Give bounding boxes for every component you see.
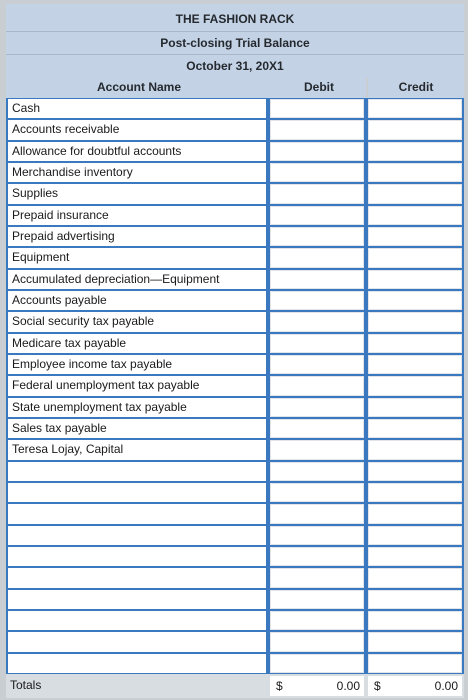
account-name-cell[interactable] xyxy=(8,440,266,459)
account-name-cell[interactable] xyxy=(8,312,266,331)
credit-input[interactable] xyxy=(368,419,462,438)
credit-input[interactable] xyxy=(368,654,462,673)
account-grid xyxy=(6,98,464,674)
account-name-cell[interactable] xyxy=(8,547,266,566)
credit-total-value: 0.00 xyxy=(434,679,458,693)
debit-input[interactable] xyxy=(270,142,364,161)
credit-header: Credit xyxy=(368,76,464,98)
account-name-cell[interactable] xyxy=(8,99,266,118)
credit-input[interactable] xyxy=(368,568,462,587)
account-name-cell[interactable] xyxy=(8,248,266,267)
account-name-cell[interactable] xyxy=(8,355,266,374)
credit-input[interactable] xyxy=(368,184,462,203)
account-name-text: Employee income tax payable xyxy=(12,357,173,371)
debit-input[interactable] xyxy=(270,526,364,545)
account-name-text: Teresa Lojay, Capital xyxy=(12,442,124,457)
account-name-text: Allowance for doubtful accounts xyxy=(12,143,182,158)
table-row xyxy=(6,375,464,396)
table-row xyxy=(6,226,464,247)
table-row xyxy=(6,311,464,332)
account-name-cell[interactable] xyxy=(8,419,266,438)
debit-input[interactable] xyxy=(270,504,364,523)
table-row xyxy=(6,631,464,652)
credit-input[interactable] xyxy=(368,99,462,118)
table-row xyxy=(6,503,464,524)
debit-input[interactable] xyxy=(270,120,364,139)
account-name-text: Accumulated depreciation—Equipment xyxy=(12,271,220,286)
account-name-text: Federal unemployment tax payable xyxy=(12,378,200,393)
account-name-text: Social security tax payable xyxy=(12,314,155,329)
account-name-text: Equipment xyxy=(12,250,70,265)
debit-input[interactable] xyxy=(270,334,364,353)
debit-total-cell xyxy=(270,676,364,696)
credit-input[interactable] xyxy=(368,291,462,310)
credit-input[interactable] xyxy=(368,206,462,225)
account-name-cell[interactable] xyxy=(8,334,266,353)
debit-input[interactable] xyxy=(270,440,364,459)
credit-input[interactable] xyxy=(368,483,462,502)
debit-input[interactable] xyxy=(270,590,364,609)
totals-label: Totals xyxy=(10,678,42,692)
account-name-cell[interactable] xyxy=(8,270,266,289)
account-name-text: Accounts payable xyxy=(12,293,107,307)
table-row xyxy=(6,98,464,119)
table-row xyxy=(6,653,464,674)
report-date: October 31, 20X1 xyxy=(6,54,464,77)
credit-input[interactable] xyxy=(368,611,462,630)
credit-input[interactable] xyxy=(368,248,462,267)
debit-input[interactable] xyxy=(270,568,364,587)
account-name-cell[interactable] xyxy=(8,483,266,502)
account-name-cell[interactable] xyxy=(8,184,266,203)
account-name-cell[interactable] xyxy=(8,142,266,161)
debit-input[interactable] xyxy=(270,611,364,630)
table-row xyxy=(6,247,464,268)
credit-input[interactable] xyxy=(368,590,462,609)
table-row xyxy=(6,461,464,482)
account-name-cell[interactable] xyxy=(8,526,266,545)
account-name-cell[interactable] xyxy=(8,611,266,630)
account-name-cell[interactable] xyxy=(8,227,266,246)
account-name-text: Medicare tax payable xyxy=(12,335,127,350)
account-name-cell[interactable] xyxy=(8,398,266,417)
table-row xyxy=(6,525,464,546)
credit-input[interactable] xyxy=(368,398,462,417)
debit-input[interactable] xyxy=(270,398,364,417)
credit-input[interactable] xyxy=(368,142,462,161)
debit-input[interactable] xyxy=(270,376,364,395)
account-name-cell[interactable] xyxy=(8,504,266,523)
account-name-text: Cash xyxy=(12,101,41,115)
credit-input[interactable] xyxy=(368,547,462,566)
account-name-cell[interactable] xyxy=(8,462,266,481)
account-name-text: Prepaid insurance xyxy=(12,207,109,222)
debit-input[interactable] xyxy=(270,248,364,267)
debit-input[interactable] xyxy=(270,312,364,331)
debit-input[interactable] xyxy=(270,632,364,651)
debit-input[interactable] xyxy=(270,654,364,673)
credit-input[interactable] xyxy=(368,312,462,331)
debit-input[interactable] xyxy=(270,184,364,203)
table-row xyxy=(6,333,464,354)
debit-total-value: 0.00 xyxy=(336,679,360,693)
account-name-header: Account Name xyxy=(6,76,272,98)
debit-total-currency: $ xyxy=(276,679,283,693)
table-row xyxy=(6,589,464,610)
debit-input[interactable] xyxy=(270,355,364,374)
account-name-text: Supplies xyxy=(12,186,59,201)
totals-row xyxy=(6,674,464,698)
company-name: THE FASHION RACK xyxy=(175,12,295,26)
table-row xyxy=(6,567,464,588)
credit-input[interactable] xyxy=(368,163,462,182)
credit-input[interactable] xyxy=(368,504,462,523)
debit-input[interactable] xyxy=(270,99,364,118)
table-row xyxy=(6,354,464,375)
account-name-cell[interactable] xyxy=(8,590,266,609)
account-name-cell[interactable] xyxy=(8,163,266,182)
account-name-text: Merchandise inventory xyxy=(12,165,133,179)
credit-input[interactable] xyxy=(368,376,462,395)
table-row xyxy=(6,205,464,226)
table-row xyxy=(6,141,464,162)
debit-header: Debit xyxy=(272,76,366,98)
account-name-text: State unemployment tax payable xyxy=(12,399,187,414)
credit-input[interactable] xyxy=(368,462,462,481)
credit-input[interactable] xyxy=(368,355,462,374)
account-name-cell[interactable] xyxy=(8,376,266,395)
table-row xyxy=(6,119,464,140)
credit-total-currency: $ xyxy=(374,679,381,693)
debit-input[interactable] xyxy=(270,419,364,438)
report-header xyxy=(6,4,464,78)
table-row xyxy=(6,269,464,290)
table-row xyxy=(6,610,464,631)
debit-input[interactable] xyxy=(270,270,364,289)
account-name-cell[interactable] xyxy=(8,291,266,310)
report-title: Post-closing Trial Balance xyxy=(6,31,464,54)
credit-input[interactable] xyxy=(368,270,462,289)
table-row xyxy=(6,546,464,567)
debit-input[interactable] xyxy=(270,227,364,246)
table-row xyxy=(6,397,464,418)
credit-input[interactable] xyxy=(368,632,462,651)
credit-input[interactable] xyxy=(368,526,462,545)
credit-input[interactable] xyxy=(368,334,462,353)
debit-input[interactable] xyxy=(270,291,364,310)
account-name-text: Sales tax payable xyxy=(12,421,107,435)
account-name-text: Accounts receivable xyxy=(12,122,120,137)
debit-input[interactable] xyxy=(270,462,364,481)
debit-input[interactable] xyxy=(270,163,364,182)
table-row xyxy=(6,439,464,460)
table-row xyxy=(6,183,464,204)
credit-input[interactable] xyxy=(368,440,462,459)
account-name-cell[interactable] xyxy=(8,206,266,225)
account-name-cell[interactable] xyxy=(8,654,266,673)
credit-input[interactable] xyxy=(368,120,462,139)
credit-total-cell xyxy=(368,676,462,696)
debit-input[interactable] xyxy=(270,483,364,502)
account-name-cell[interactable] xyxy=(8,120,266,139)
table-row xyxy=(6,482,464,503)
account-name-cell[interactable] xyxy=(8,632,266,651)
account-name-text: Prepaid advertising xyxy=(12,229,115,243)
table-row xyxy=(6,162,464,183)
table-row xyxy=(6,290,464,311)
debit-input[interactable] xyxy=(270,547,364,566)
debit-input[interactable] xyxy=(270,206,364,225)
table-row xyxy=(6,418,464,439)
credit-input[interactable] xyxy=(368,227,462,246)
account-name-cell[interactable] xyxy=(8,568,266,587)
